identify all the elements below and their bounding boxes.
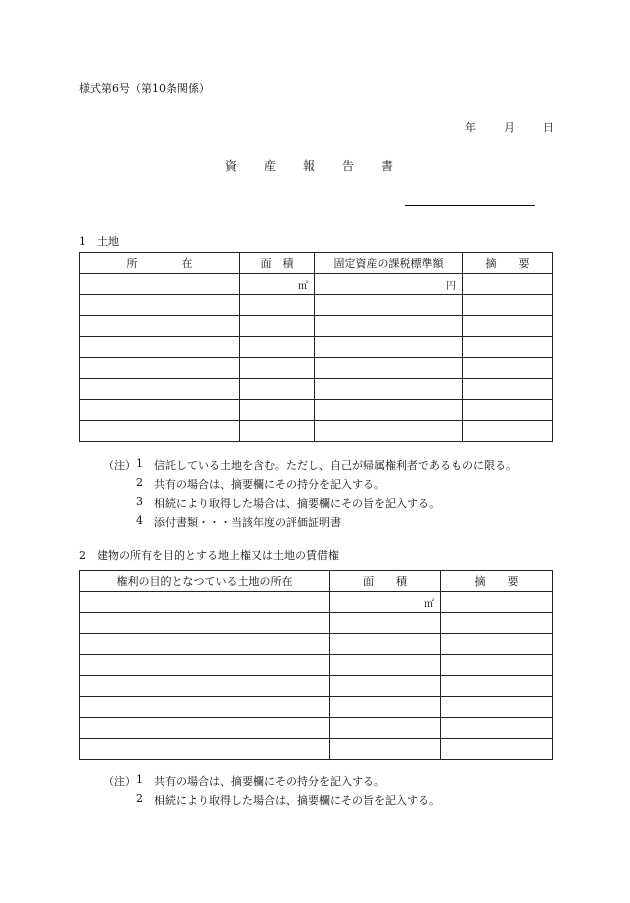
table-cell[interactable] <box>463 295 553 316</box>
column-header-land-location: 権利の目的となつている土地の所在 <box>80 571 330 592</box>
title-char: 資 <box>225 159 238 173</box>
notes-label: （注） <box>103 775 136 788</box>
table-cell[interactable] <box>330 655 441 676</box>
table-cell[interactable] <box>315 421 463 442</box>
table-cell[interactable] <box>80 295 240 316</box>
table-cell[interactable] <box>80 634 330 655</box>
column-header-remarks: 摘 要 <box>463 253 553 274</box>
table-cell[interactable] <box>240 295 315 316</box>
note-text: 共有の場合は、摘要欄にその持分を記入する。 <box>154 478 385 491</box>
note-number: 3 <box>136 495 143 508</box>
table-cell[interactable] <box>80 400 240 421</box>
table-cell[interactable] <box>330 613 441 634</box>
table-row <box>80 400 553 421</box>
table-cell[interactable] <box>441 697 553 718</box>
table-cell[interactable] <box>441 655 553 676</box>
column-header-area: 面 積 <box>330 571 441 592</box>
table-row <box>80 592 553 613</box>
table-cell[interactable] <box>463 337 553 358</box>
table-row <box>80 655 553 676</box>
title-char: 書 <box>381 159 394 173</box>
column-header-remarks: 摘 要 <box>441 571 553 592</box>
table-row <box>80 697 553 718</box>
table-cell[interactable] <box>80 718 330 739</box>
table-cell[interactable] <box>463 274 553 295</box>
date-year-label: 年 <box>465 121 476 134</box>
note-number: 2 <box>136 476 143 489</box>
table-cell[interactable] <box>441 613 553 634</box>
table-cell[interactable] <box>463 316 553 337</box>
table-row <box>80 421 553 442</box>
table-row <box>80 316 553 337</box>
note-number: 1 <box>136 773 143 786</box>
table-row <box>80 337 553 358</box>
table-cell[interactable] <box>441 634 553 655</box>
note-text: 相続により取得した場合は、摘要欄にその旨を記入する。 <box>154 497 440 510</box>
table-cell[interactable] <box>240 358 315 379</box>
leasehold-table <box>79 570 553 760</box>
table-cell[interactable] <box>240 337 315 358</box>
table-header-row <box>80 253 553 274</box>
table-cell[interactable] <box>240 421 315 442</box>
table-cell[interactable] <box>441 676 553 697</box>
table-cell[interactable] <box>240 400 315 421</box>
table-cell[interactable] <box>315 295 463 316</box>
note-number: 1 <box>136 457 143 470</box>
section1-heading: 1 土地 <box>79 235 119 248</box>
column-header-location: 所 在 <box>80 253 240 274</box>
table-cell[interactable] <box>240 316 315 337</box>
table-cell[interactable] <box>441 718 553 739</box>
table-header-row <box>80 571 553 592</box>
table-row <box>80 358 553 379</box>
land-table <box>79 252 553 442</box>
table-row <box>80 634 553 655</box>
document-title <box>225 157 420 174</box>
note-number: 4 <box>136 514 143 527</box>
table-cell[interactable] <box>330 697 441 718</box>
table-cell[interactable] <box>330 739 441 760</box>
table-cell[interactable] <box>330 676 441 697</box>
note-text: 信託している土地を含む。ただし、自己が帰属権利者であるものに限る。 <box>154 459 517 472</box>
table-cell[interactable] <box>240 379 315 400</box>
table-cell[interactable] <box>80 274 240 295</box>
table-row <box>80 676 553 697</box>
table-cell[interactable] <box>80 316 240 337</box>
title-char: 報 <box>303 159 316 173</box>
table-row <box>80 613 553 634</box>
table-row <box>80 274 553 295</box>
form-number: 様式第6号（第10条関係） <box>79 82 210 95</box>
date-day-label: 日 <box>543 121 554 134</box>
table-cell[interactable] <box>330 634 441 655</box>
table-row <box>80 379 553 400</box>
table-cell[interactable] <box>463 358 553 379</box>
column-header-tax-base: 固定資産の課税標準額 <box>315 253 463 274</box>
table-cell[interactable] <box>463 379 553 400</box>
table-cell[interactable] <box>463 400 553 421</box>
table-cell[interactable] <box>315 337 463 358</box>
title-char: 告 <box>342 159 355 173</box>
title-char: 産 <box>264 159 277 173</box>
table-cell[interactable] <box>80 379 240 400</box>
column-header-area: 面 積 <box>240 253 315 274</box>
table-cell[interactable] <box>330 718 441 739</box>
table-cell[interactable] <box>80 613 330 634</box>
table-row <box>80 718 553 739</box>
table-cell[interactable] <box>80 655 330 676</box>
yen-unit-cell[interactable]: 円 <box>315 274 463 295</box>
table-cell[interactable] <box>80 739 330 760</box>
table-cell[interactable] <box>441 592 553 613</box>
date-month-label: 月 <box>504 121 515 134</box>
area-unit-cell[interactable]: ㎡ <box>330 592 441 613</box>
notes-label: （注） <box>103 459 136 472</box>
note-text: 添付書類・・・当該年度の評価証明書 <box>154 516 341 529</box>
date-line <box>465 119 554 135</box>
table-row <box>80 295 553 316</box>
section2-heading: 2 建物の所有を目的とする地上権又は土地の賃借権 <box>79 549 339 562</box>
table-cell[interactable] <box>80 592 330 613</box>
table-cell[interactable] <box>80 337 240 358</box>
table-cell[interactable] <box>80 358 240 379</box>
note-text: 相続により取得した場合は、摘要欄にその旨を記入する。 <box>154 794 440 807</box>
table-cell[interactable] <box>315 358 463 379</box>
table-cell[interactable] <box>441 739 553 760</box>
table-cell[interactable] <box>80 421 240 442</box>
area-unit-cell[interactable]: ㎡ <box>240 274 315 295</box>
table-cell[interactable] <box>80 697 330 718</box>
table-cell[interactable] <box>315 379 463 400</box>
table-cell[interactable] <box>315 400 463 421</box>
table-row <box>80 739 553 760</box>
signature-line <box>405 205 535 206</box>
note-number: 2 <box>136 792 143 805</box>
table-cell[interactable] <box>80 676 330 697</box>
table-cell[interactable] <box>315 316 463 337</box>
table-cell[interactable] <box>463 421 553 442</box>
note-text: 共有の場合は、摘要欄にその持分を記入する。 <box>154 775 385 788</box>
